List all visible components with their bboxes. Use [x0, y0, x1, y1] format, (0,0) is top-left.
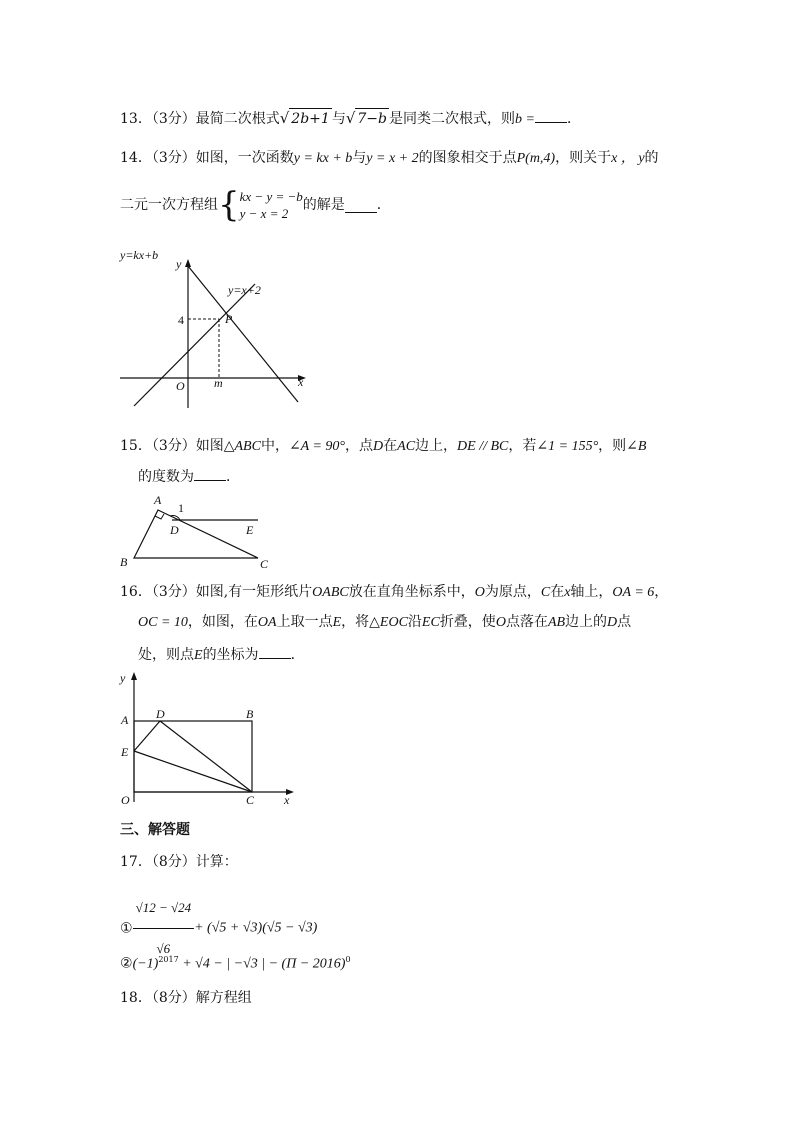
right-angle-mark: [155, 514, 164, 519]
question-14: 14．（3分）如图，一次函数y = kx + b与y = x + 2的图象相交于点P(m,4)，则关于x ， y的: [120, 150, 659, 166]
question-15: 15．（3分）如图△ABC中，∠A = 90°，点D在AC边上，DE // BC，若∠1 = 155°，则∠B: [120, 438, 647, 454]
answer-blank: [259, 644, 291, 659]
label-4: 4: [178, 313, 184, 327]
radical-7b: 7−b: [355, 108, 389, 129]
question-18: 18．（8分）解方程组: [120, 990, 252, 1006]
brace: {: [218, 185, 240, 225]
label-kx-b: y=kx+b: [120, 248, 159, 262]
question-14-system: 二元一次方程组{ kx − y = −b y − x = 2 的解是 ．: [120, 185, 391, 225]
question-16-line2: OC = 10，如图，在OA上取一点E，将△EOC沿EC折叠，使O点落在AB边上的D点: [138, 614, 632, 630]
figure-q14: [118, 246, 318, 412]
label-o: O: [121, 793, 130, 807]
triangle-abc: [134, 510, 258, 558]
question-16-line3: 处，则点E的坐标为 ．: [138, 644, 305, 666]
label-m: m: [214, 376, 223, 390]
label-p: P: [225, 312, 233, 326]
figure-q16: [118, 668, 308, 810]
answer-blank: [535, 108, 567, 123]
label-x: x: [284, 793, 290, 807]
label-d: D: [156, 707, 165, 721]
section-heading: 三、解答题: [120, 822, 190, 838]
label-y: y: [120, 671, 126, 685]
equation-system: kx − y = −b y − x = 2: [239, 189, 303, 221]
label-1: 1: [178, 501, 184, 515]
radical-2b1: 2b+1: [289, 108, 332, 129]
question-13: 13．（3分）最简二次根式√ 2b+1 与√ 7−b 是同类二次根式，则b = ．: [120, 109, 581, 127]
label-d: D: [170, 523, 179, 537]
label-o: O: [176, 379, 185, 393]
question-17: 17．（8分）计算：: [120, 854, 238, 870]
y-axis-arrow: [185, 259, 191, 267]
segment-ec: [134, 751, 252, 792]
y-axis-arrow: [131, 672, 137, 680]
label-b: B: [246, 707, 254, 721]
label-b: B: [120, 555, 128, 569]
label-e: E: [246, 523, 254, 537]
label-y: y: [176, 257, 182, 271]
line-x-plus-2: [134, 284, 255, 406]
label-x: x: [298, 375, 304, 389]
label-a: A: [154, 493, 162, 507]
label-c: C: [246, 793, 255, 807]
question-15-line2: 的度数为 ．: [138, 466, 240, 487]
fraction: $\frac{√12 - √24}{√6}$: [133, 888, 195, 969]
segment-ed: [134, 721, 160, 751]
label-x-plus-2: y=x+2: [228, 283, 261, 297]
figure-q15: [118, 492, 278, 572]
question-17-part1: ① $\frac{√12 - √24}{√6}$ + (√5 + √3)(√5 − √3): [120, 888, 317, 969]
label-c: C: [260, 557, 269, 571]
question-16: 16．（3分）如图,有一矩形纸片OABC放在直角坐标系中，O为原点，C在x轴上，OA = 6，: [120, 584, 669, 600]
question-17-part2: $②(-1)^{2017} + √4$ − | −√3 | − $(\Pi - 2016)^0$: [120, 955, 351, 972]
answer-blank: [194, 466, 226, 481]
rectangle-oabc: [134, 721, 252, 792]
label-e: E: [121, 745, 129, 759]
answer-blank: [345, 198, 377, 213]
label-a: A: [121, 713, 129, 727]
segment-dc: [160, 721, 252, 792]
